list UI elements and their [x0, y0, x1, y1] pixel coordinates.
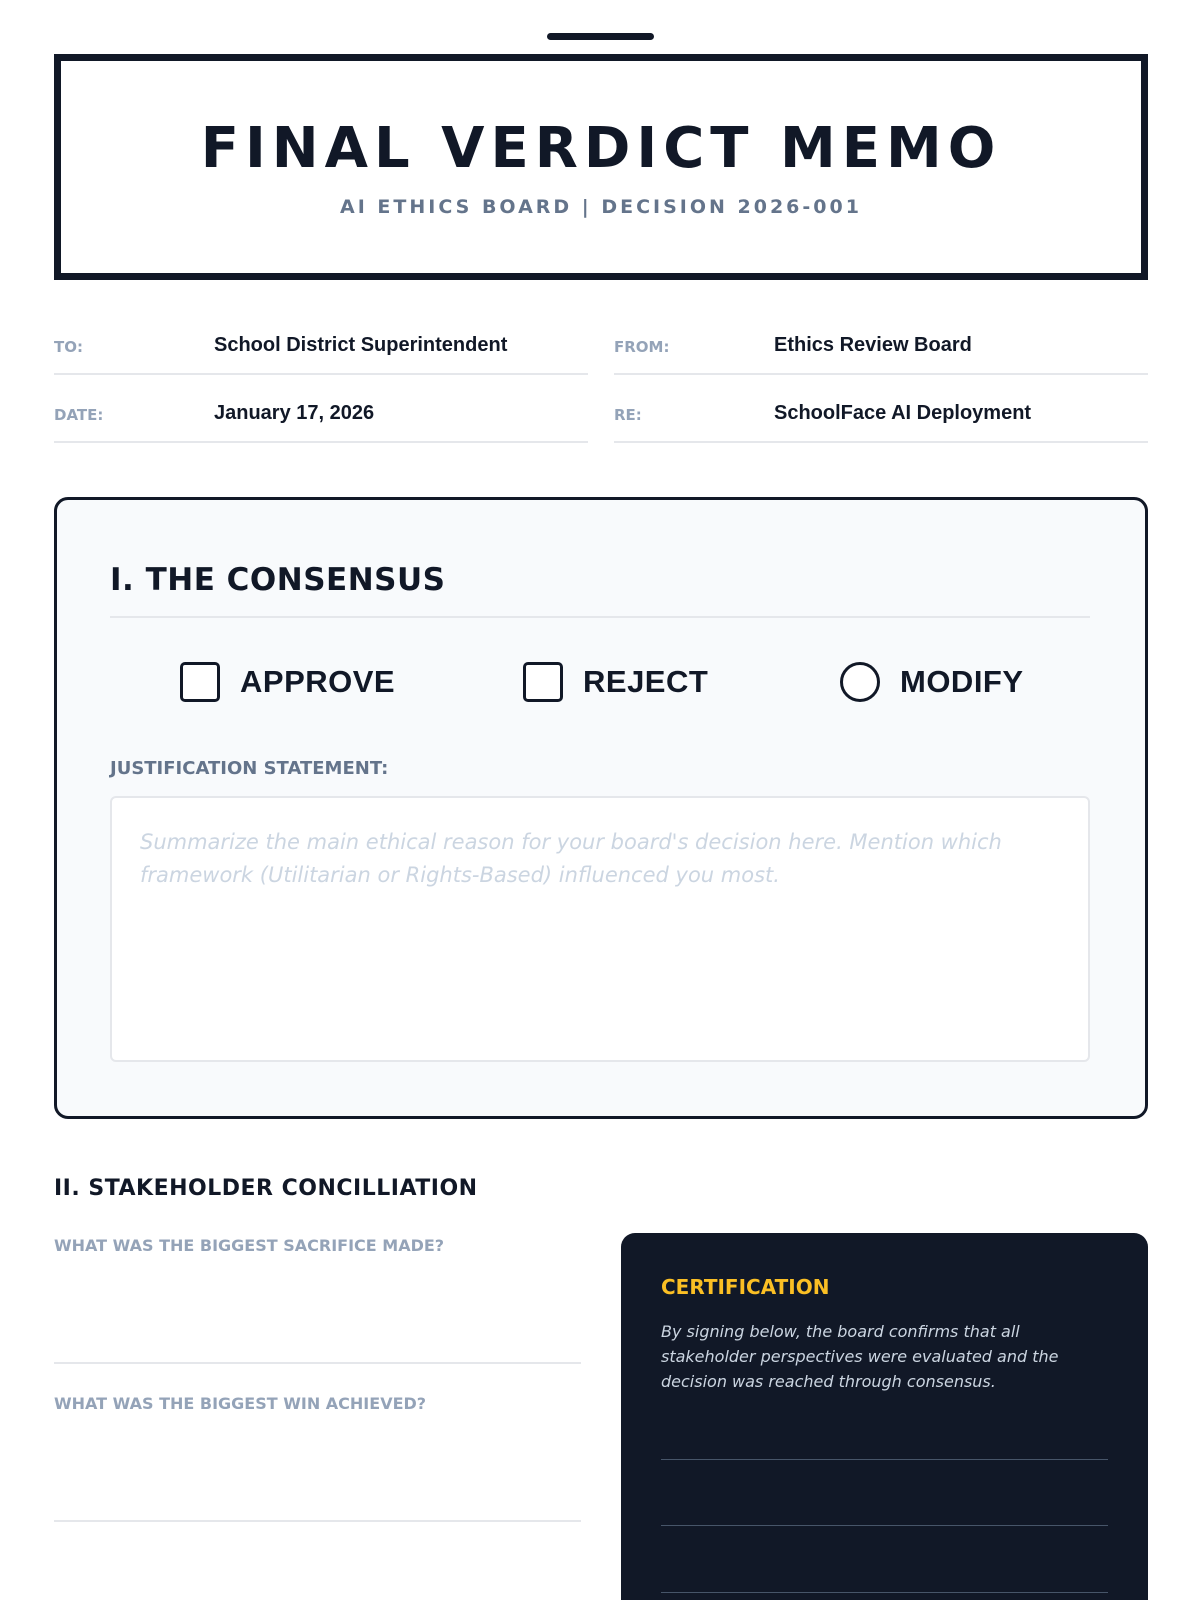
meta-row-from: [614, 320, 1148, 375]
modify-radio[interactable]: [840, 662, 880, 702]
reject-label: REJECT: [583, 664, 709, 699]
consensus-title: I. THE CONSENSUS: [110, 562, 446, 598]
justification-input[interactable]: [110, 796, 1090, 1062]
reject-checkbox[interactable]: [523, 662, 563, 702]
modify-label: MODIFY: [900, 664, 1024, 699]
certification-title: CERTIFICATION: [661, 1275, 830, 1299]
certification-text: By signing below, the board confirms that all stakeholder perspectives were evaluated and the decision was reached through consensus.: [661, 1322, 1059, 1391]
justification-label: JUSTIFICATION STATEMENT:: [110, 758, 389, 779]
memo-subtitle: AI ETHICS BOARD | DECISION 2026-001: [340, 196, 862, 218]
win-question-label: WHAT WAS THE BIGGEST WIN ACHIEVED?: [54, 1394, 427, 1413]
approve-label: APPROVE: [240, 664, 396, 699]
top-handle-bar: [547, 33, 654, 40]
win-answer-line[interactable]: [54, 1520, 581, 1522]
certification-card: [621, 1233, 1148, 1600]
signature-line[interactable]: [661, 1459, 1108, 1460]
meta-row-date: [54, 388, 588, 443]
sacrifice-answer-line[interactable]: [54, 1362, 581, 1364]
approve-checkbox[interactable]: [180, 662, 220, 702]
option-modify[interactable]: [840, 661, 1024, 703]
signature-line[interactable]: [661, 1525, 1108, 1526]
from-label: FROM:: [614, 338, 670, 356]
date-label: DATE:: [54, 406, 104, 424]
to-label: TO:: [54, 338, 83, 356]
consensus-section: [54, 497, 1148, 1119]
option-approve[interactable]: [180, 661, 395, 703]
meta-row-to: [54, 320, 588, 375]
option-reject[interactable]: [523, 661, 708, 703]
divider: [110, 616, 1090, 618]
win-question: [54, 1394, 581, 1413]
re-value: SchoolFace AI Deployment: [774, 402, 1032, 424]
memo-header: [54, 54, 1148, 280]
from-value: Ethics Review Board: [774, 334, 972, 356]
to-value: School District Superintendent: [214, 334, 508, 356]
memo-title: FINAL VERDICT MEMO: [200, 116, 1002, 181]
re-label: RE:: [614, 406, 642, 424]
date-value: January 17, 2026: [214, 402, 375, 424]
signature-line[interactable]: [661, 1592, 1108, 1593]
sacrifice-question-label: WHAT WAS THE BIGGEST SACRIFICE MADE?: [54, 1236, 445, 1255]
sacrifice-question: [54, 1236, 581, 1255]
meta-row-re: [614, 388, 1148, 443]
stakeholder-title: II. STAKEHOLDER CONCILLIATION: [54, 1176, 478, 1201]
